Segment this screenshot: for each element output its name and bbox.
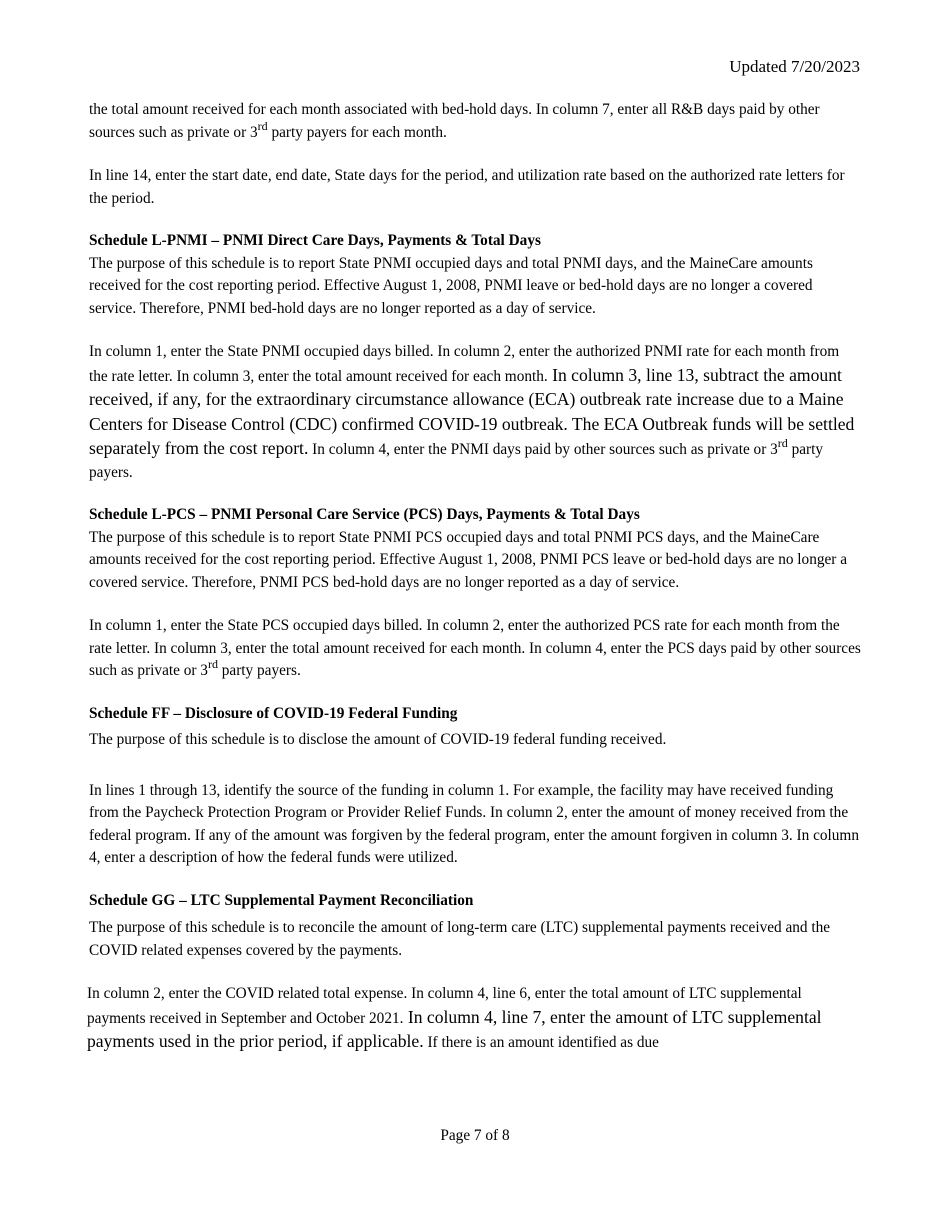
page-number: Page 7 of 8 xyxy=(440,1127,510,1144)
intro-paragraph-1: the total amount received for each month associated with bed-hold days. In column 7, enter all R&B days paid by other sources such as private or 3rd party payers for each month. xyxy=(89,101,820,141)
gg-paragraph-1: The purpose of this schedule is to reconcile the amount of long-term care (LTC) supplemental payments received and the COVID related expenses covered by the payments. xyxy=(89,919,831,959)
section-heading-l-pnmi: Schedule L-PNMI – PNMI Direct Care Days, Payments & Total Days xyxy=(89,232,541,249)
l-pnmi-paragraph-2: In column 1, enter the State PNMI occupied days billed. In column 2, enter the authorized PNMI rate for each month from the rate letter. In column 3, enter the total amount received for each month. In column 3, line 13, subtract the amount received, if any, for the extraordinary circumstance allowance (ECA) outbreak rate increase due to a Maine Centers for Disease Control (CDC) confirmed COVID-19 outbreak. The ECA Outbreak funds will be settled separately from the cost report. In column 4, enter the PNMI days paid by other sources such as private or 3rd party payers. xyxy=(89,343,855,481)
updated-date: Updated 7/20/2023 xyxy=(729,57,860,76)
document-body xyxy=(89,99,861,1055)
section-heading-gg: Schedule GG – LTC Supplemental Payment Reconciliation xyxy=(89,891,474,909)
section-heading-l-pcs: Schedule L-PCS – PNMI Personal Care Service (PCS) Days, Payments & Total Days xyxy=(89,506,640,523)
intro-paragraph-2: In line 14, enter the start date, end date, State days for the period, and utilization rate based on the authorized rate letters for the period. xyxy=(89,167,845,207)
gg-paragraph-2: In column 2, enter the COVID related total expense. In column 4, line 6, enter the total amount of LTC supplemental payments received in September and October 2021. In column 4, line 7, enter the amount of LTC supplemental payments used in the prior period, if applicable. If there is an amount identified as due xyxy=(87,985,822,1051)
l-pcs-paragraph-1: The purpose of this schedule is to report State PNMI PCS occupied days and total PNMI PCS days, and the MaineCare amounts received for the cost reporting period. Effective August 1, 2008, PNMI PCS leave or bed-hold days are no longer a covered service. Therefore, PNMI PCS bed-hold days are no longer reported as a day of service. xyxy=(89,528,848,591)
ff-paragraph-2: In lines 1 through 13, identify the source of the funding in column 1. For example, the facility may have received funding from the Paycheck Protection Program or Provider Relief Funds. In column 2, enter the amount of money received from the federal program. If any of the amount was forgiven by the federal program, enter the amount forgiven in column 3. In column 4, enter a description of how the federal funds were utilized. xyxy=(89,781,859,866)
l-pnmi-paragraph-1: The purpose of this schedule is to report State PNMI occupied days and total PNMI days, and the MaineCare amounts received for the cost reporting period. Effective August 1, 2008, PNMI leave or bed-hold days are no longer a covered service. Therefore, PNMI bed-hold days are no longer reported as a day of service. xyxy=(89,254,813,317)
l-pcs-paragraph-2: In column 1, enter the State PCS occupied days billed. In column 2, enter the authorized PCS rate for each month from the rate letter. In column 3, enter the total amount received for each month. In column 4, enter the PCS days paid by other sources such as private or 3rd party payers. xyxy=(89,617,861,679)
section-heading-ff: Schedule FF – Disclosure of COVID-19 Federal Funding xyxy=(89,704,458,722)
ff-paragraph-1: The purpose of this schedule is to disclose the amount of COVID-19 federal funding received. xyxy=(89,731,667,748)
